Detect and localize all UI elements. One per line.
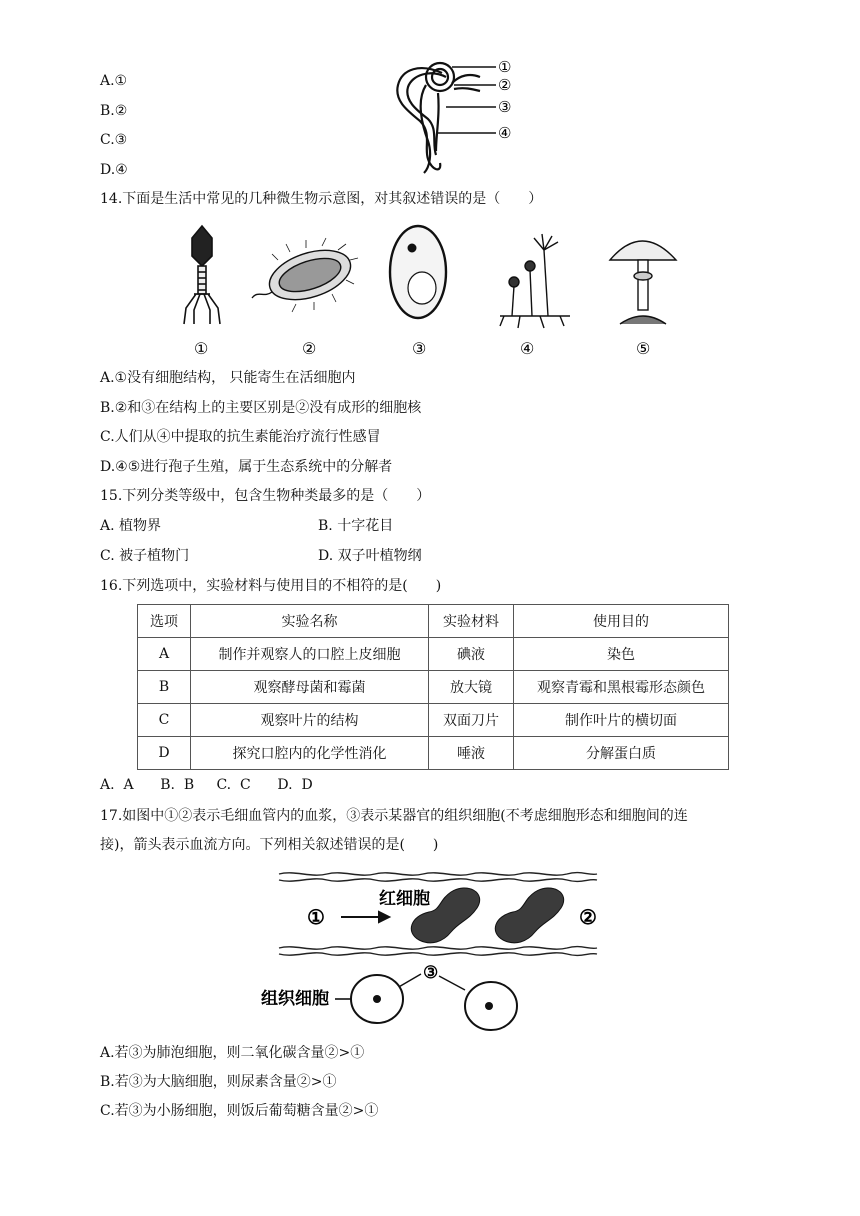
bacterium-icon: [252, 238, 358, 312]
q15-option-b: B. 十字花目: [318, 518, 394, 534]
table-header-cell: 使用目的: [514, 605, 729, 638]
table-header-row: [138, 605, 729, 638]
q13-fig-label-1: ①: [498, 58, 512, 76]
table-header-cell: 选项: [138, 605, 191, 638]
table-cell: 观察青霉和黑根霉形态颜色: [514, 671, 729, 704]
tissue-cell-icon: [465, 982, 517, 1030]
q14-fig-label-1: ①: [194, 339, 209, 358]
table-cell: 碘液: [429, 638, 514, 671]
table-cell: 唾液: [429, 737, 514, 770]
q14-fig-label-4: ④: [520, 339, 535, 358]
table-cell: 观察叶片的结构: [191, 704, 429, 737]
q16-answer-options: A. A B. B C. C D. D: [100, 777, 313, 793]
q17-fig-label-3: ③: [423, 963, 439, 983]
q14-stem: 14.下面是生活中常见的几种微生物示意图，对其叙述错误的是（ ）: [100, 191, 543, 207]
table-row: [138, 638, 729, 671]
table-cell: 分解蛋白质: [514, 737, 729, 770]
table-cell: 双面刀片: [429, 704, 514, 737]
mushroom-icon: [610, 241, 676, 324]
q14-option-d: D.④⑤进行孢子生殖，属于生态系统中的分解者: [100, 459, 393, 475]
blood-flow-arrow-icon: [341, 912, 389, 922]
q13-option-c: C.③: [100, 132, 128, 148]
virus-icon: [184, 226, 220, 324]
q13-fig-label-2: ②: [498, 76, 512, 94]
q13-option-d: D.④: [100, 162, 128, 178]
q16-stem: 16.下列选项中，实验材料与使用目的不相符的是( ): [100, 578, 442, 594]
microbes-figure: [160, 220, 680, 360]
tissue-cell-label: 组织细胞: [261, 989, 329, 1009]
nephron-figure: [380, 55, 520, 180]
q14-option-a: A.①没有细胞结构， 只能寄生在活细胞内: [100, 370, 356, 386]
table-cell: 放大镜: [429, 671, 514, 704]
table-cell: 探究口腔内的化学性消化: [191, 737, 429, 770]
q14-fig-label-2: ②: [302, 339, 317, 358]
q17-option-a: A.若③为肺泡细胞，则二氧化碳含量②>①: [100, 1045, 365, 1061]
red-blood-cell-icon: [495, 888, 563, 943]
table-cell: B: [138, 671, 191, 704]
q13-option-b: B.②: [100, 103, 128, 119]
q17-stem-line2: 接)，箭头表示血流方向。下列相关叙述错误的是( ): [100, 837, 439, 853]
table-row: [138, 737, 729, 770]
table-cell: 制作并观察人的口腔上皮细胞: [191, 638, 429, 671]
table-row: [138, 671, 729, 704]
q17-option-b: B.若③为大脑细胞，则尿素含量②>①: [100, 1074, 337, 1090]
q13-fig-label-4: ④: [498, 124, 512, 142]
q14-option-c: C.人们从④中提取的抗生素能治疗流行性感冒: [100, 429, 381, 445]
table-cell: C: [138, 704, 191, 737]
q14-option-b: B.②和③在结构上的主要区别是②没有成形的细胞核: [100, 400, 422, 416]
table-cell: 观察酵母菌和霉菌: [191, 671, 429, 704]
table-cell: 染色: [514, 638, 729, 671]
q15-option-a: A. 植物界: [100, 518, 162, 534]
table-cell: 制作叶片的横切面: [514, 704, 729, 737]
q15-option-d: D. 双子叶植物纲: [318, 548, 422, 564]
q17-fig-label-2: ②: [579, 905, 597, 929]
table-row: [138, 704, 729, 737]
q13-option-a: A.①: [100, 73, 128, 89]
tissue-cell-icon: [351, 975, 403, 1023]
q14-fig-label-5: ⑤: [636, 339, 651, 358]
q15-option-c: C. 被子植物门: [100, 548, 190, 564]
mold-icon: [500, 234, 570, 328]
yeast-cell-icon: [390, 226, 446, 318]
table-header-cell: 实验材料: [429, 605, 514, 638]
q17-fig-label-1: ①: [307, 905, 325, 929]
q17-option-c: C.若③为小肠细胞，则饭后葡萄糖含量②>①: [100, 1103, 379, 1119]
red-blood-cell-label: 红细胞: [379, 889, 430, 909]
table-cell: A: [138, 638, 191, 671]
q15-stem: 15.下列分类等级中，包含生物种类最多的是（ ）: [100, 488, 431, 504]
q16-table: [137, 604, 729, 770]
q13-fig-label-3: ③: [498, 98, 512, 116]
capillary-figure: [255, 862, 605, 1034]
q17-stem-line1: 17.如图中①②表示毛细血管内的血浆，③表示某器官的组织细胞(不考虑细胞形态和细胞间的连: [100, 808, 688, 824]
q14-fig-label-3: ③: [412, 339, 427, 358]
table-cell: D: [138, 737, 191, 770]
table-header-cell: 实验名称: [191, 605, 429, 638]
